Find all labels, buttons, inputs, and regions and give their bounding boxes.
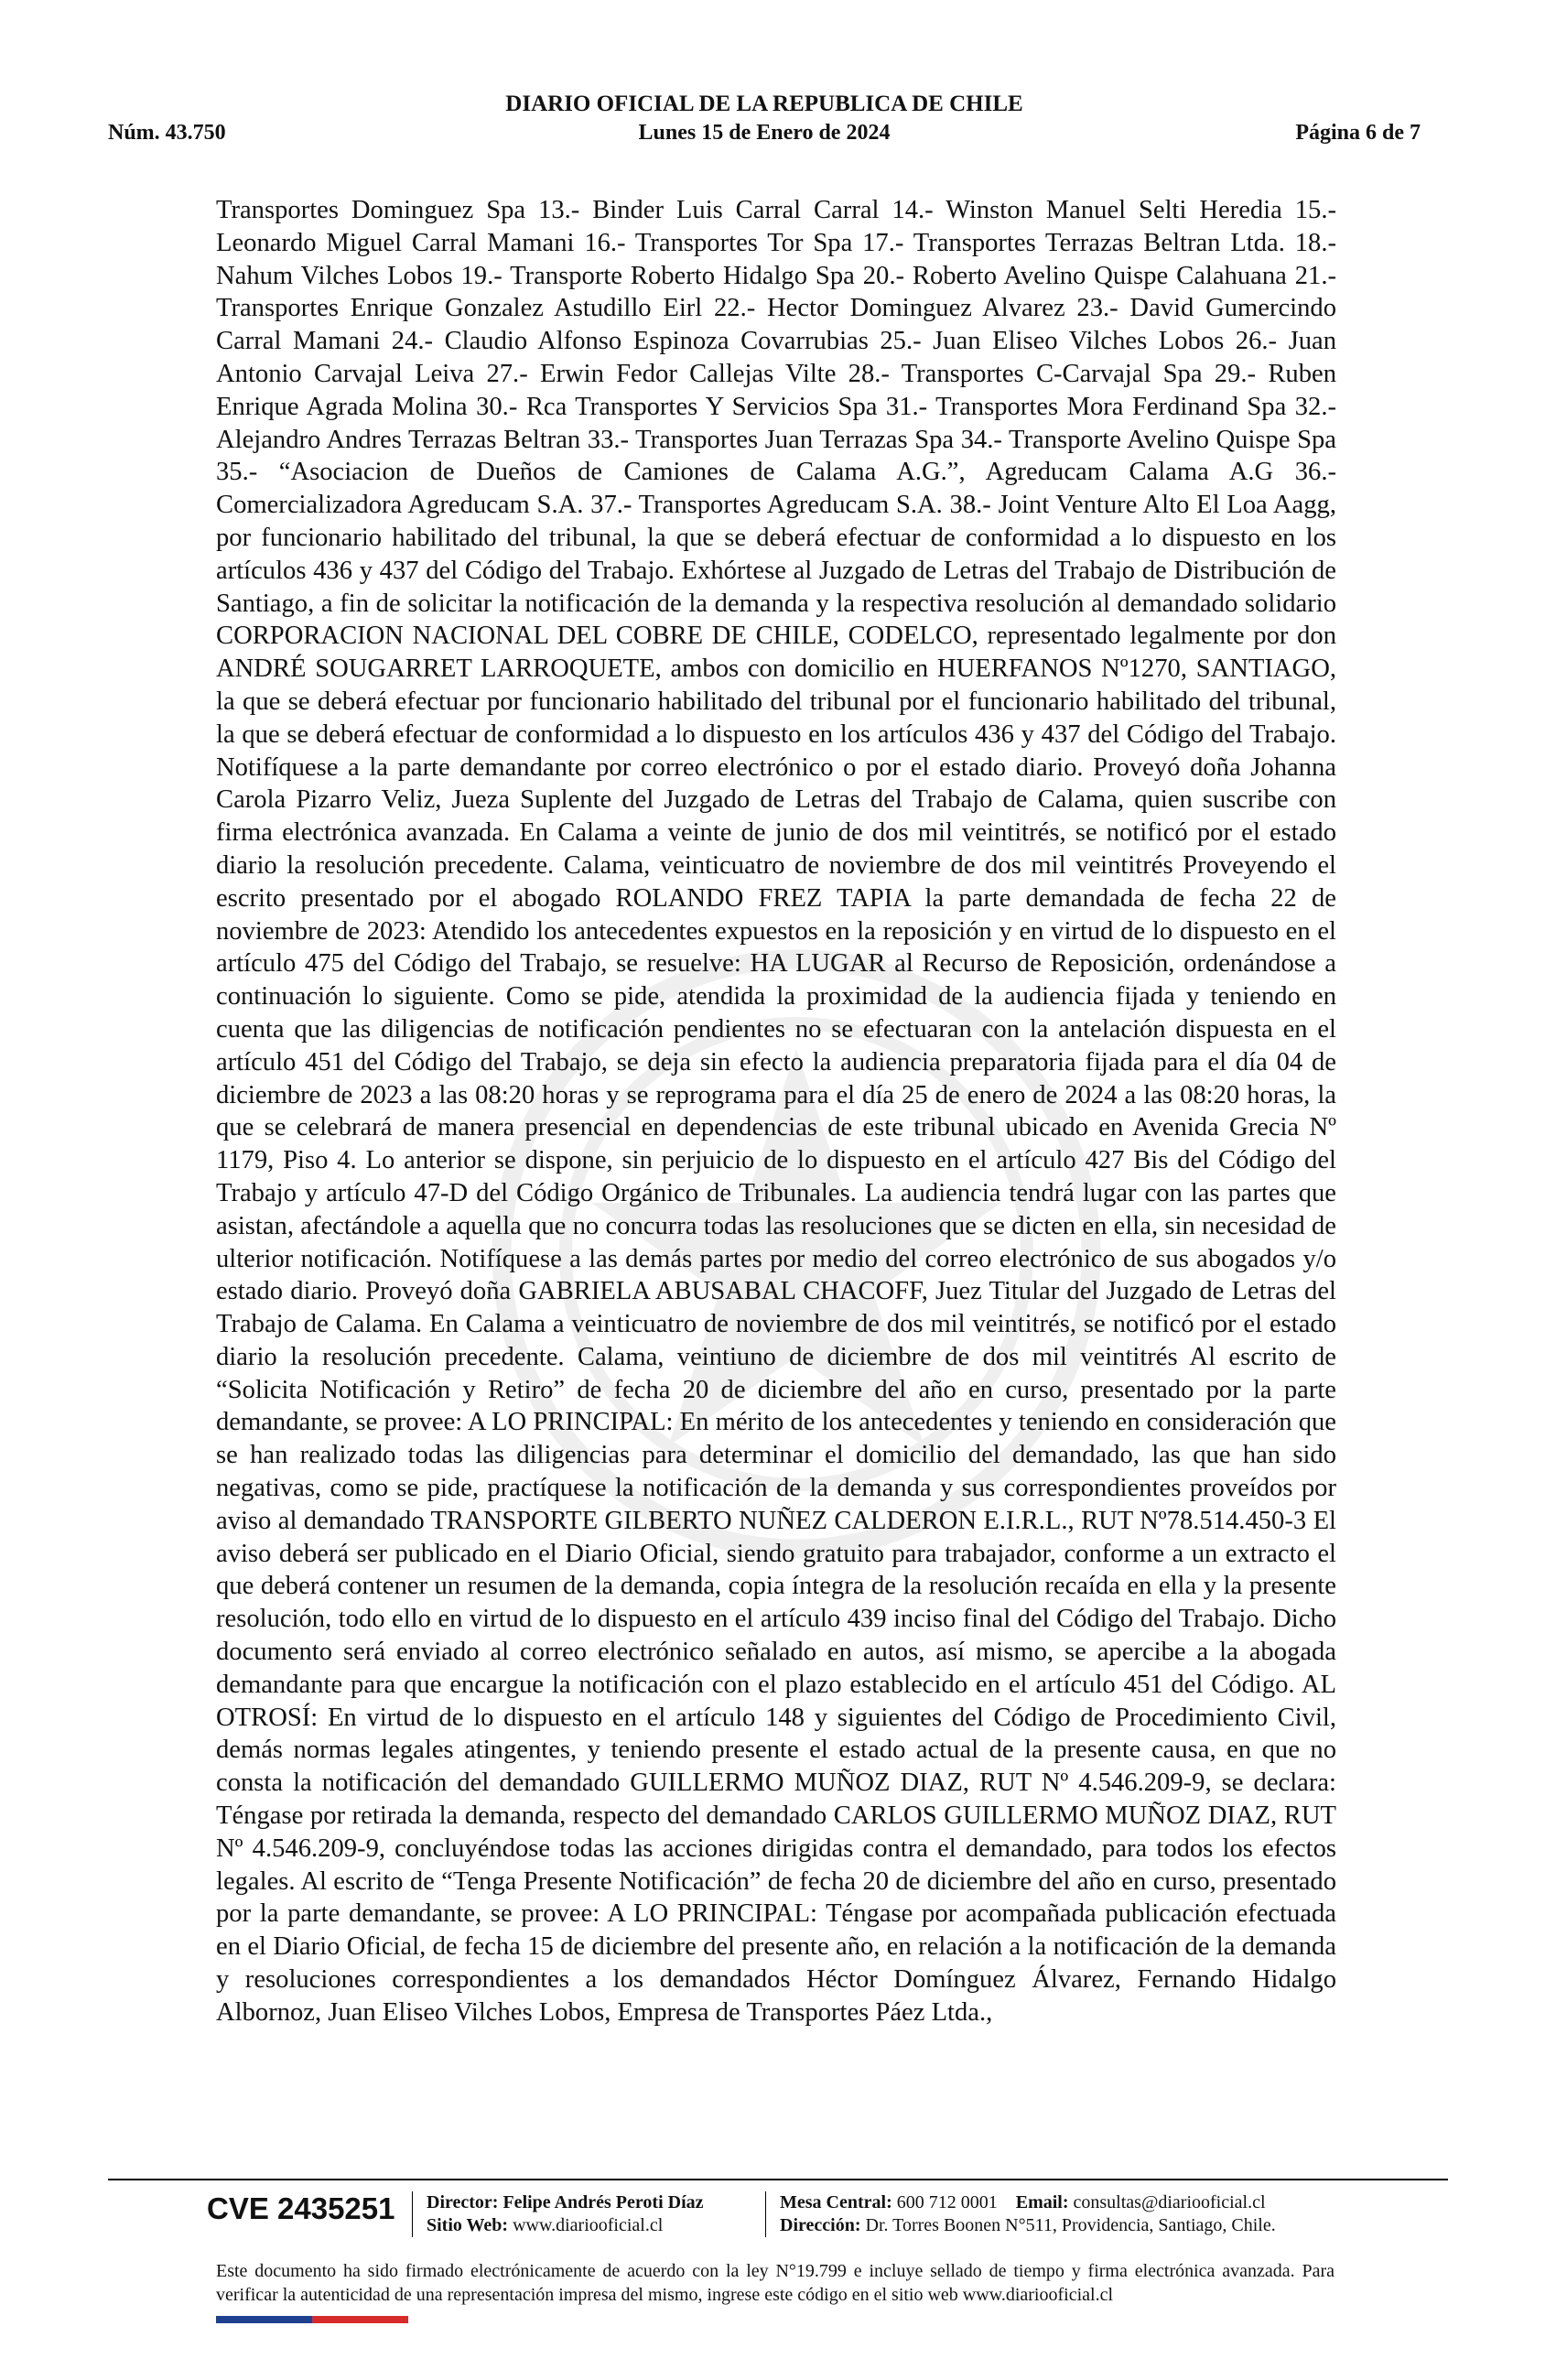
page-header (108, 92, 1421, 150)
director-name: Felipe Andrés Peroti Díaz (502, 2192, 704, 2212)
flag-red-segment (312, 2316, 408, 2323)
mesa-phone: 600 712 0001 (896, 2192, 998, 2212)
publication-title: DIARIO OFICIAL DE LA REPUBLICA DE CHILE (505, 92, 1023, 116)
mesa-label: Mesa Central: (780, 2192, 892, 2212)
footer-divider (108, 2179, 1448, 2180)
footer-separator (412, 2191, 413, 2237)
address-label: Dirección: (780, 2215, 861, 2235)
issue-number: Núm. 43.750 (108, 121, 226, 145)
page-number: Página 6 de 7 (1295, 121, 1421, 145)
cve-code: CVE 2435251 (207, 2191, 395, 2225)
footer-contact-block (780, 2191, 1276, 2237)
footer-separator (765, 2191, 766, 2237)
email-link[interactable]: consultas@diariooficial.cl (1073, 2192, 1266, 2212)
signature-note: Este documento ha sido firmado electrónicamente de acuerdo con la ley N°19.799 e incluye sellado de tiempo y firma electrónica avanzada. Para verificar la autenticidad de una representación impresa del mismo, ingrese este código en el sitio web www.diariooficial.cl (216, 2261, 1334, 2305)
flag-blue-segment (216, 2316, 312, 2323)
website-link[interactable]: www.diariooficial.cl (513, 2215, 664, 2235)
body-paragraph: Transportes Dominguez Spa 13.- Binder Luis Carral Carral 14.- Winston Manuel Selti Heredia 15.- Leonardo Miguel Carral Mamani 16.- Transportes Tor Spa 17.- Transportes Terrazas Beltran Ltda. 18.- Nahum Vilches Lobos 19.- Transporte Roberto Hidalgo Spa 20.- Roberto Avelino Quispe Calahuana 21.- Transportes Enrique Gonzalez Astudillo Eirl 22.- Hector Dominguez Alvarez 23.- David Gumercindo Carral Mamani 24.- Claudio Alfonso Espinoza Covarrubias 25.- Juan Eliseo Vilches Lobos 26.- Juan Antonio Carvajal Leiva 27.- Erwin Fedor Callejas Vilte 28.- Transportes C-Carvajal Spa 29.- Ruben Enrique Agrada Molina 30.- Rca Transportes Y Servicios Spa 31.- Transportes Mora Ferdinand Spa 32.- Alejandro Andres Terrazas Beltran 33.- Transportes Juan Terrazas Spa 34.- Transporte Avelino Quispe Spa 35.- “Asociacion de Dueños de Camiones de Calama A.G.”, Agreducam Calama A.G 36.- Comercializadora Agreducam S.A. 37.- Transportes Agreducam S.A. 38.- Joint Venture Alto El Loa Aagg, por funcionario habilitado del tribunal, la que se deberá efectuar de conformidad a lo dispuesto en los artículos 436 y 437 del Código del Trabajo. Exhórtese al Juzgado de Letras del Trabajo de Distribución de Santiago, a fin de solicitar la notificación de la demanda y la respectiva resolución al demandado solidario CORPORACION NACIONAL DEL COBRE DE CHILE, CODELCO, representado legalmente por don ANDRÉ SOUGARRET LARROQUETE, ambos con domicilio en HUERFANOS Nº1270, SANTIAGO, la que se deberá efectuar por funcionario habilitado del tribunal por el funcionario habilitado del tribunal, la que se deberá efectuar de conformidad a lo dispuesto en los artículos 436 y 437 del Código del Trabajo. Notifíquese a la parte demandante por correo electrónico o por el estado diario. Proveyó doña Johanna Carola Pizarro Veliz, Jueza Suplente del Juzgado de Letras del Trabajo de Calama, quien suscribe con firma electrónica avanzada. En Calama a veinte de junio de dos mil veintitrés, se notificó por el estado diario la resolución precedente. Calama, veinticuatro de noviembre de dos mil veintitrés Proveyendo el escrito presentado por el abogado ROLANDO FREZ TAPIA la parte demandada de fecha 22 de noviembre de 2023: Atendido los antecedentes expuestos en la reposición y en virtud de lo dispuesto en el artículo 475 del Código del Trabajo, se resuelve: HA LUGAR al Recurso de Reposición, ordenándose a continuación lo siguiente. Como se pide, atendida la proximidad de la audiencia fijada y teniendo en cuenta que las diligencias de notificación pendientes no se efectuaran con la antelación dispuesta en el artículo 451 del Código del Trabajo, se deja sin efecto la audiencia preparatoria fijada para el día 04 de diciembre de 2023 a las 08:20 horas y se reprograma para el día 25 de enero de 2024 a las 08:20 horas, la que se celebrará de manera presencial en dependencias de este tribunal ubicado en Avenida Grecia Nº 1179, Piso 4. Lo anterior se dispone, sin perjuicio de lo dispuesto en el artículo 427 Bis del Código del Trabajo y artículo 47-D del Código Orgánico de Tribunales. La audiencia tendrá lugar con las partes que asistan, afectándole a aquella que no concurra todas las resoluciones que se dicten en ella, sin necesidad de ulterior notificación. Notifíquese a las demás partes por medio del correo electrónico de sus abogados y/o estado diario. Proveyó doña GABRIELA ABUSABAL CHACOFF, Juez Titular del Juzgado de Letras del Trabajo de Calama. En Calama a veinticuatro de noviembre de dos mil veintitrés, se notificó por el estado diario la resolución precedente. Calama, veintiuno de diciembre de dos mil veintitrés Al escrito de “Solicita Notificación y Retiro” de fecha 20 de diciembre del año en curso, presentado por la parte demandante, se provee: A LO PRINCIPAL: En mérito de los antecedentes y teniendo en consideración que se han realizado todas las diligencias para determinar el domicilio del demandado, las que han sido negativas, como se pide, practíquese la notificación de la demanda y sus correspondientes proveídos por aviso al demandado TRANSPORTE GILBERTO NUÑEZ CALDERON E.I.R.L., RUT Nº78.514.450-3 El aviso deberá ser publicado en el Diario Oficial, siendo gratuito para trabajador, conforme a un extracto el que deberá contener un resumen de la demanda, copia íntegra de la resolución recaída en ella y la presente resolución, todo ello en virtud de lo dispuesto en el artículo 439 inciso final del Código del Trabajo. Dicho documento será enviado al correo electrónico señalado en autos, así mismo, se apercibe a la abogada demandante para que encargue la notificación con el plazo establecido en el artículo 451 del Código. AL OTROSÍ: En virtud de lo dispuesto en el artículo 148 y siguientes del Código de Procedimiento Civil, demás normas legales atingentes, y teniendo presente el estado actual de la presente causa, en que no consta la notificación del demandado GUILLERMO MUÑOZ DIAZ, RUT Nº 4.546.209-9, se declara: Téngase por retirada la demanda, respecto del demandado CARLOS GUILLERMO MUÑOZ DIAZ, RUT Nº 4.546.209-9, concluyéndose todas las acciones dirigidas contra el demandado, para todos los efectos legales. Al escrito de “Tenga Presente Notificación” de fecha 20 de diciembre del año en curso, presentado por la parte demandante, se provee: A LO PRINCIPAL: Téngase por acompañada publicación efectuada en el Diario Oficial, de fecha 15 de diciembre del presente año, en relación a la notificación de la demanda y resoluciones correspondientes a los demandados Héctor Domínguez Álvarez, Fernando Hidalgo Albornoz, Juan Eliseo Vilches Lobos, Empresa de Transportes Páez Ltda., (216, 196, 1336, 2027)
email-label: Email: (1015, 2192, 1069, 2212)
address-value: Dr. Torres Boonen N°511, Providencia, Santiago, Chile. (865, 2215, 1276, 2235)
director-label: Director: (427, 2192, 499, 2212)
document-body (216, 194, 1336, 2029)
website-label: Sitio Web: (427, 2215, 509, 2235)
issue-date: Lunes 15 de Enero de 2024 (638, 121, 891, 145)
flag-stripe (216, 2316, 408, 2323)
footer-director-block (427, 2191, 704, 2237)
